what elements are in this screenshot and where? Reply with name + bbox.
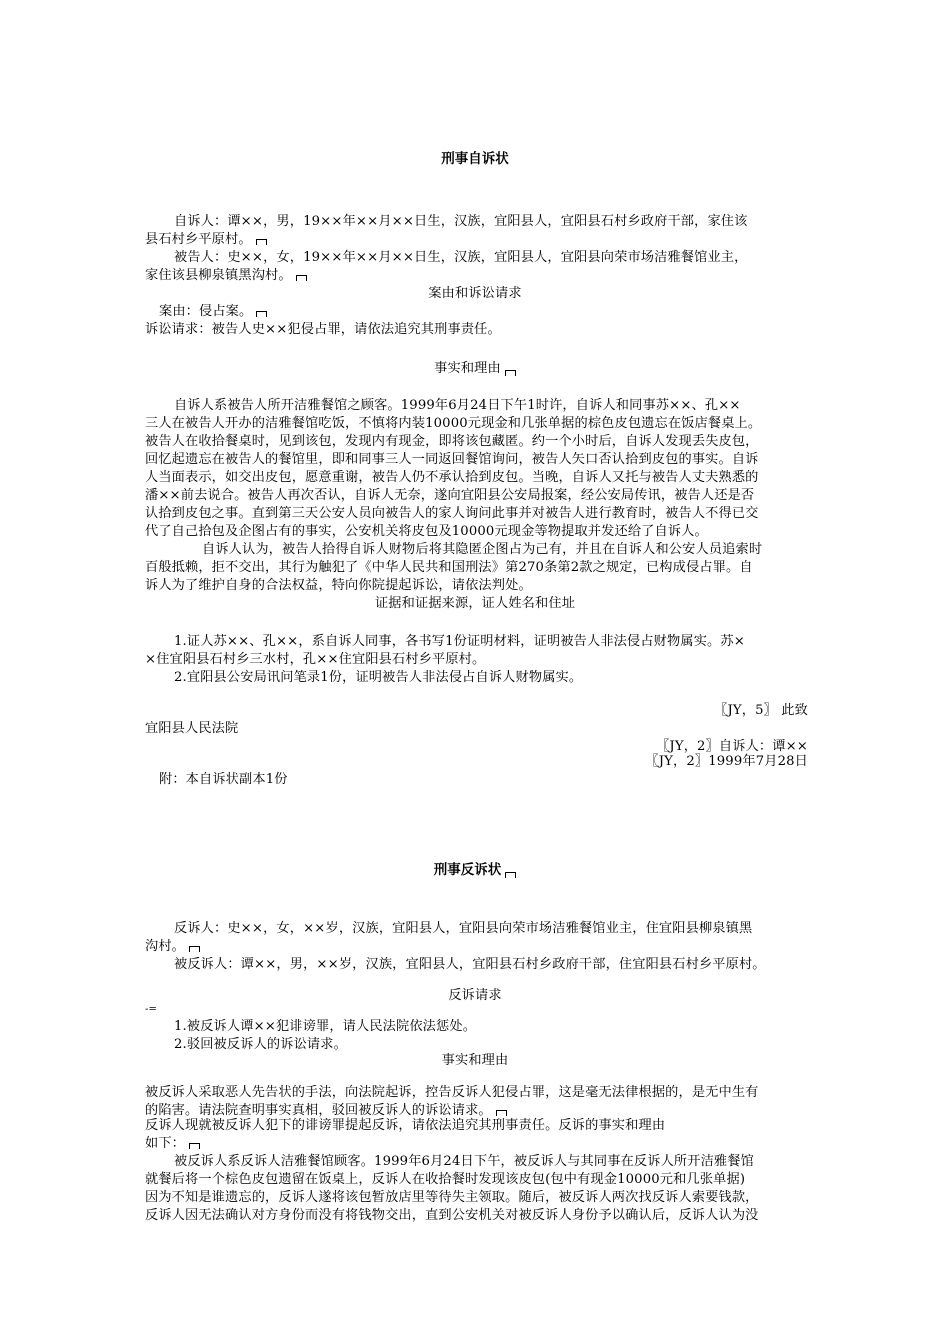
- doc1-reasons-line: 百般抵赖，拒不交出，其行为触犯了《中华人民共和国刑法》第270条第2款之规定，已构成侵占罪。自: [145, 560, 753, 575]
- doc1-reasons-line: 诉人为了维护自身的合法权益，特向你院提起诉讼，请依法判处。: [145, 578, 532, 593]
- doc1-plaintiff-line-2: 县石村乡平原村。: [145, 231, 267, 249]
- doc1-court: 宜阳县人民法院: [145, 721, 239, 736]
- doc2-intro-line: 被反诉人采取恶人先告状的手法，向法院起诉，控告反诉人犯侵占罪，这是毫无法律根据的，是无中生有: [145, 1085, 759, 1100]
- doc1-request: 诉讼请求：被告人史××犯侵占罪，请依法追究其刑事责任。: [145, 322, 501, 337]
- doc1-title: 刑事自诉状: [441, 151, 509, 167]
- doc1-evidence-line: ×住宜阳县石村乡三水村，孔××住宜阳县石村乡平原村。: [145, 652, 486, 667]
- doc2-request-line: 2.驳回被反诉人的诉讼请求。: [174, 1037, 347, 1052]
- doc1-facts-line: 人当面表示，如交出皮包，愿意重谢，被告人仍不承认拾到皮包。当晚，自诉人又托与被告人丈夫熟悉的: [145, 470, 759, 485]
- paragraph-mark-icon: [256, 311, 267, 317]
- doc1-evidence-line: 2.宜阳县公安局讯问笔录1份，证明被告人非法侵占自诉人财物属实。: [174, 670, 583, 685]
- doc2-counter-plaintiff-line-1: 反诉人：史××，女，××岁，汉族，宜阳县人，宜阳县向荣市场洁雅餐馆业主，住宜阳县柳泉镇黑: [174, 921, 753, 936]
- paragraph-mark-icon: [496, 1110, 507, 1116]
- doc1-defendant-line-1: 被告人：史××，女，19××年××月××日生，汉族，宜阳县人，宜阳县向荣市场洁雅餐馆业主，: [174, 250, 748, 265]
- doc2-counter-defendant: 被反诉人：谭××，男，××岁，汉族，宜阳县人，宜阳县石村乡政府干部，住宜阳县石村乡平原村。: [174, 957, 766, 972]
- doc1-facts-heading: 事实和理由: [0, 360, 950, 378]
- paragraph-mark-icon: [189, 946, 200, 952]
- doc1-facts-line: 回忆起遗忘在被告人的餐馆里，即和同事三人一同返回餐馆询问，被告人矢口否认拾到皮包的事实。自诉: [145, 452, 759, 467]
- doc2-facts-line: 反诉人因无法确认对方身份而没有将钱物交出，直到公安机关对被反诉人身份予以确认后，反诉人认为没: [145, 1208, 759, 1223]
- doc2-title: 刑事反诉状: [0, 858, 950, 878]
- paragraph-mark-icon: [256, 239, 267, 245]
- paragraph-mark-icon: [296, 275, 307, 281]
- doc1-plaintiff-line-1: 自诉人：谭××，男，19××年××月××日生，汉族，宜阳县人，宜阳县石村乡政府干部，家住该: [174, 214, 748, 229]
- doc1-closing: 〖JY，5〗 此致: [714, 703, 808, 718]
- doc1-reasons-line: 自诉人认为，被告人拾得自诉人财物后将其隐匿企图占为己有，并且在自诉人和公安人员追索时: [202, 542, 763, 557]
- doc1-claims-heading: 案由和诉讼请求: [428, 286, 522, 301]
- doc1-facts-line: 三人在被告人开办的洁雅餐馆吃饭，不慎将内装10000元现金和几张单据的棕色皮包遗忘在饭店餐桌上。: [145, 416, 762, 431]
- doc1-facts-line: 自诉人系被告人所开洁雅餐馆之顾客。1999年6月24日下午1时许，自诉人和同事苏××、孔××: [174, 398, 741, 413]
- doc1-attachment: 附：本自诉状副本1份: [159, 772, 288, 787]
- doc2-facts-line: 就餐后将一个棕色皮包遗留在饭桌上，反诉人在收拾餐时发现该皮包(包中有现金10000元和几张单据): [145, 1172, 746, 1187]
- doc1-evidence-line: 1.证人苏××、孔××，系自诉人同事，各书写1份证明材料，证明被告人非法侵占财物属实。苏×: [174, 634, 745, 649]
- doc1-facts-line: 认拾到皮包之事。直到第三天公安人员向被告人的家人询问此事并对被告人进行教育时，被告人不得已交: [145, 506, 759, 521]
- doc1-defendant-line-2: 家住该县柳泉镇黑沟村。: [145, 267, 307, 285]
- doc2-facts-line: 因为不知是谁遗忘的，反诉人遂将该包暂放店里等待失主领取。随后，被反诉人两次找反诉人索要钱款，: [145, 1190, 759, 1205]
- doc1-facts-line: 潘××前去说合。被告人再次否认，自诉人无奈，遂向宜阳县公安局报案，经公安局传讯，被告人还是否: [145, 488, 755, 503]
- doc2-facts-line: 被反诉人系反诉人洁雅餐馆顾客。1999年6月24日下午，被反诉人与其同事在反诉人所开洁雅餐馆: [174, 1154, 754, 1169]
- paragraph-mark-icon: [505, 370, 516, 376]
- doc1-date: 〖JY，2〗1999年7月28日: [645, 754, 808, 769]
- doc2-counter-plaintiff-line-2: 沟村。: [145, 938, 200, 956]
- doc2-intro-line: 的陷害。请法院查明事实真相，驳回被反诉人的诉讼请求。: [145, 1102, 507, 1120]
- doc2-intro-line: 如下：: [145, 1135, 200, 1153]
- doc2-request-heading: 反诉请求: [448, 988, 502, 1003]
- doc1-signature: 〖JY，2〗自诉人：谭××: [656, 739, 808, 754]
- paragraph-mark-icon: [505, 872, 516, 878]
- doc1-facts-line: 被告人在收拾餐桌时，见到该包，发现内有现金，即将该包藏匿。约一个小时后，自诉人发现丢失皮包，: [145, 434, 759, 449]
- doc1-evidence-heading: 证据和证据来源，证人姓名和住址: [374, 596, 576, 611]
- doc2-eq-mark: -=: [145, 1004, 158, 1015]
- doc2-intro-line: 反诉人现就被反诉人犯下的诽谤罪提起反诉，请依法追究其刑事责任。反诉的事实和理由: [145, 1118, 666, 1133]
- paragraph-mark-icon: [189, 1143, 200, 1149]
- doc1-cause: 案由：侵占案。: [159, 303, 267, 321]
- doc2-facts-heading: 事实和理由: [441, 1053, 509, 1068]
- doc2-request-line: 1.被反诉人谭××犯诽谤罪，请人民法院依法惩处。: [174, 1019, 477, 1034]
- doc1-facts-line: 代了自己拾包及企图占有的事实，公安机关将皮包及10000元现金等物提取并发还给了自诉人。: [145, 524, 708, 539]
